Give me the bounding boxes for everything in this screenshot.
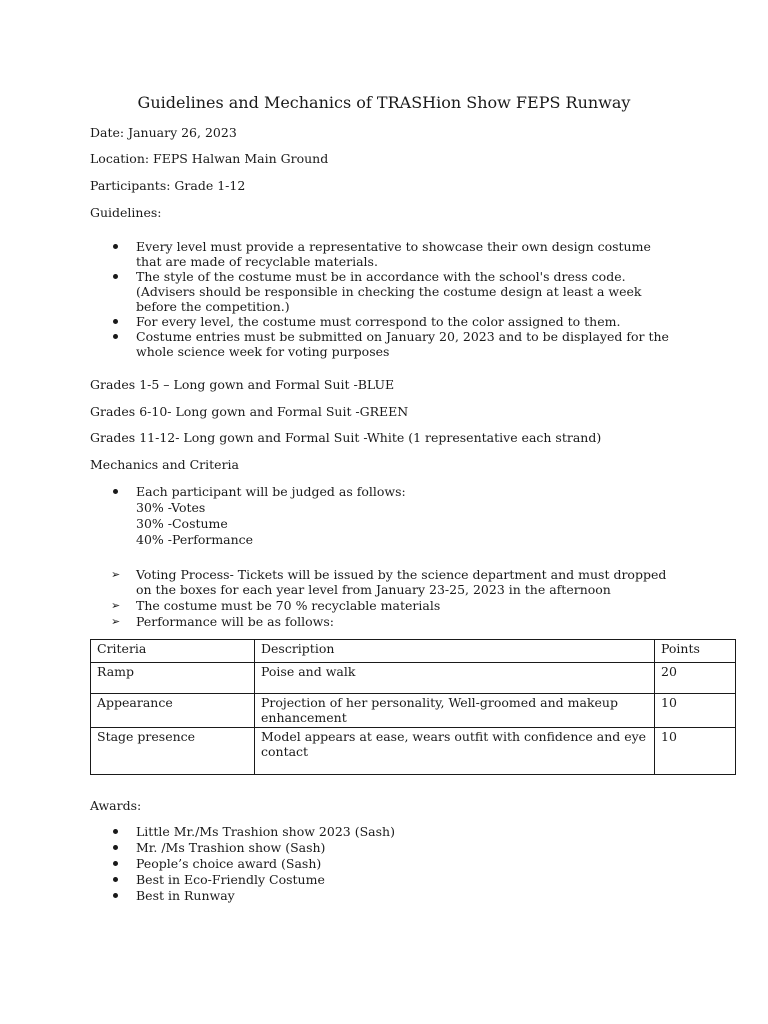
bullet-dot-icon	[113, 845, 118, 850]
awards-list	[90, 824, 690, 903]
table-cell: 10	[655, 728, 736, 775]
bullet-dot-icon	[113, 274, 118, 279]
bullet-dot-icon	[113, 319, 118, 324]
bullet-dot-icon	[113, 334, 118, 339]
list-item: Best in Eco-Friendly Costume	[90, 872, 690, 887]
table-header-row	[91, 640, 736, 663]
date-line: Date: January 26, 2023	[90, 125, 237, 140]
table-cell: 20	[655, 663, 736, 694]
arrow-bullet-icon: ➢	[111, 568, 121, 581]
process-list	[90, 567, 690, 629]
list-item: ➢ Voting Process- Tickets will be issued by the science department and must dropped on the boxes for each year level from January 23-25, 2023 in the afternoon	[111, 567, 667, 597]
grades-6-10-line: Grades 6-10- Long gown and Formal Suit -GREEN	[90, 404, 409, 419]
table-cell: 10	[655, 694, 736, 728]
list-item: The style of the costume must be in accordance with the school's dress code. (Advisers should be responsible in checking the costume design at least a week before the competition.)	[90, 269, 690, 314]
list-item: Best in Runway	[90, 888, 690, 903]
arrow-bullet-icon: ➢	[111, 615, 121, 628]
table-header-cell: Points	[655, 640, 736, 663]
document-title: Guidelines and Mechanics of TRASHion Show FEPS Runway	[137, 93, 631, 112]
table-row	[91, 728, 736, 775]
judging-list	[90, 484, 690, 547]
list-item: Little Mr./Ms Trashion show 2023 (Sash)	[90, 824, 690, 839]
table-cell: Model appears at ease, wears outfit with confidence and eye contact	[255, 728, 655, 775]
guidelines-heading: Guidelines:	[90, 205, 162, 220]
location-line: Location: FEPS Halwan Main Ground	[90, 151, 329, 166]
list-item: ➢ The costume must be 70 % recyclable materials	[111, 598, 441, 613]
table-cell: Ramp	[91, 663, 255, 694]
table-cell: Poise and walk	[255, 663, 655, 694]
table-cell: Appearance	[91, 694, 255, 728]
table-cell: Stage presence	[91, 728, 255, 775]
list-item: Mr. /Ms Trashion show (Sash)	[90, 840, 690, 855]
list-item: People’s choice award (Sash)	[90, 856, 690, 871]
list-item: Costume entries must be submitted on January 20, 2023 and to be displayed for the whole science week for voting purposes	[90, 329, 690, 359]
mechanics-heading: Mechanics and Criteria	[90, 457, 239, 472]
bullet-dot-icon	[113, 877, 118, 882]
table-row	[91, 694, 736, 728]
list-item: Every level must provide a representative to showcase their own design costume that are made of recyclable materials.	[90, 239, 690, 269]
arrow-bullet-icon: ➢	[111, 599, 121, 612]
table-row	[91, 663, 736, 694]
grades-11-12-line: Grades 11-12- Long gown and Formal Suit -White (1 representative each strand)	[90, 430, 602, 445]
table-header-cell: Criteria	[91, 640, 255, 663]
list-item: For every level, the costume must correspond to the color assigned to them.	[90, 314, 690, 329]
participants-line: Participants: Grade 1-12	[90, 178, 246, 193]
criteria-table	[90, 639, 736, 775]
bullet-dot-icon	[113, 489, 118, 494]
bullet-dot-icon	[113, 893, 118, 898]
guidelines-list	[90, 239, 690, 359]
table-header-cell: Description	[255, 640, 655, 663]
awards-heading: Awards:	[90, 798, 142, 813]
bullet-dot-icon	[113, 244, 118, 249]
bullet-dot-icon	[113, 829, 118, 834]
list-item: ➢ Performance will be as follows:	[111, 614, 334, 629]
table-cell: Projection of her personality, Well-groomed and makeup enhancement	[255, 694, 655, 728]
grades-1-5-line: Grades 1-5 – Long gown and Formal Suit -BLUE	[90, 377, 395, 392]
list-item: Each participant will be judged as follows: 30% -Votes 30% -Costume 40% -Performance	[90, 484, 690, 547]
bullet-dot-icon	[113, 861, 118, 866]
